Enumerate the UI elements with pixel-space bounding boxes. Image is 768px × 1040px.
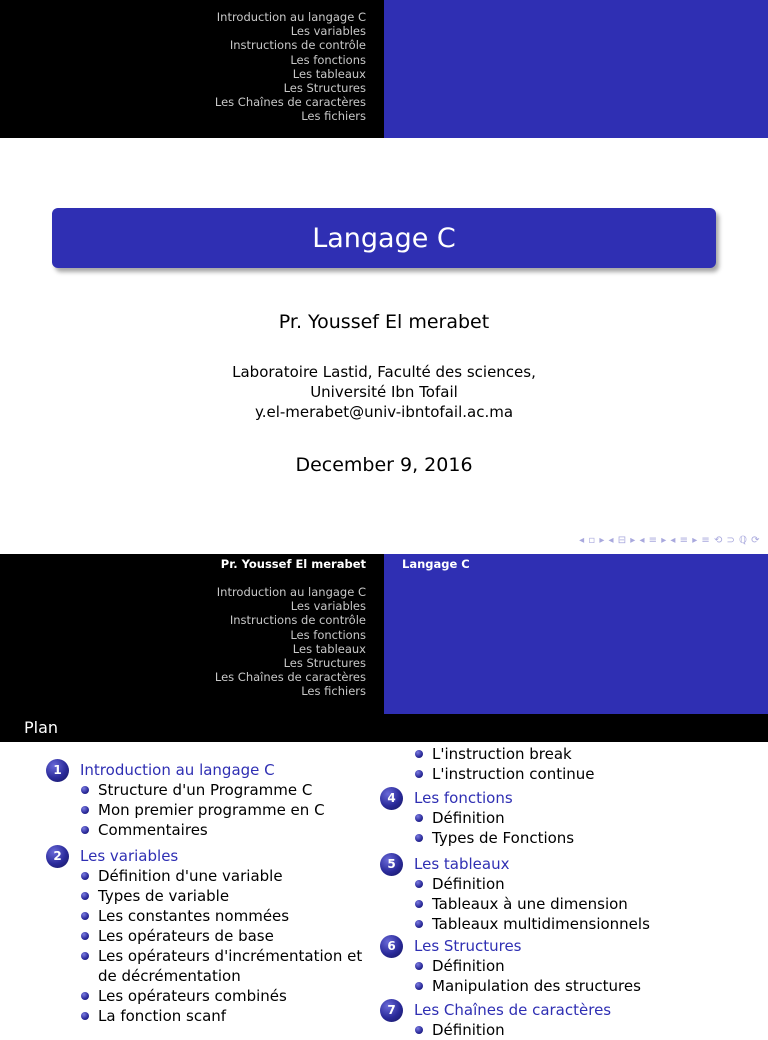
plan-subitem[interactable] [380, 1020, 760, 1040]
subitem-label[interactable]: Mon premier programme en C [98, 801, 325, 819]
subitem-label[interactable]: Les opérateurs combinés [98, 987, 287, 1005]
bullet-icon [81, 892, 89, 900]
subitem-label[interactable]: Structure d'un Programme C [98, 781, 313, 799]
header-short-title: Langage C [402, 557, 470, 571]
header-author: Pr. Youssef El merabet [220, 557, 366, 571]
bullet-icon [415, 920, 423, 928]
header-blue-panel [384, 554, 768, 714]
plan-subitem[interactable] [46, 926, 376, 946]
subitem-label[interactable]: Manipulation des structures [432, 977, 641, 995]
toc-item-introduction[interactable]: Introduction au langage C [216, 585, 366, 599]
slide2-header [0, 554, 768, 714]
bullet-icon [81, 952, 89, 960]
affiliation-line2: Université Ibn Tofail [310, 383, 458, 401]
subitem-label[interactable]: Types de Fonctions [432, 829, 575, 847]
plan-section[interactable] [380, 854, 760, 874]
subitem-label[interactable]: Définition [432, 875, 505, 893]
toc-item-introduction[interactable]: Introduction au langage C [216, 10, 366, 24]
subitem-label[interactable]: Tableaux à une dimension [432, 895, 628, 913]
toc-panel [0, 0, 384, 138]
plan-section[interactable] [380, 1000, 760, 1020]
subitem-label[interactable]: Types de variable [98, 887, 230, 905]
subitem-label[interactable]: L'instruction continue [432, 765, 595, 783]
toc-item-fonctions[interactable]: Les fonctions [290, 52, 366, 67]
affiliation [0, 362, 768, 422]
section-label[interactable]: Les variables [80, 847, 179, 865]
bullet-icon [415, 750, 423, 758]
plan-section[interactable] [46, 760, 376, 780]
navigation-symbols[interactable]: ◂ ▫ ▸ ◂ ⊟ ▸ ◂ ≡ ▸ ◂ ≡ ▸ ≡ ⟲ ⊃ ℚ ⟳ [579, 535, 760, 546]
section-label[interactable]: Les Chaînes de caractères [414, 1001, 612, 1019]
plan-subitem[interactable] [380, 956, 760, 976]
bullet-icon [81, 786, 89, 794]
subitem-label[interactable]: Les opérateurs d'incrémentation et de décrémentation [98, 947, 363, 985]
toc-item-structures[interactable]: Les Structures [283, 656, 366, 671]
bullet-icon [415, 770, 423, 778]
subitem-label[interactable]: Définition [432, 809, 505, 827]
subitem-label[interactable]: Définition [432, 1021, 505, 1039]
toc-item-structures[interactable]: Les Structures [283, 81, 366, 96]
subitem-label[interactable]: L'instruction break [432, 745, 572, 763]
toc-item-tableaux[interactable]: Les tableaux [292, 641, 366, 656]
plan-subitem[interactable] [380, 744, 760, 764]
header-blue-panel [384, 0, 768, 138]
bullet-icon [81, 912, 89, 920]
subitem-label[interactable]: Tableaux multidimensionnels [432, 915, 650, 933]
plan-subitem[interactable] [380, 764, 760, 784]
plan-right-column [380, 744, 760, 1040]
bullet-icon [415, 814, 423, 822]
subitem-label[interactable]: Les opérateurs de base [98, 927, 274, 945]
plan-subitem[interactable] [46, 886, 376, 906]
plan-section[interactable] [46, 846, 376, 866]
toc-item-fichiers[interactable]: Les fichiers [301, 684, 366, 699]
section-label[interactable]: Les Structures [414, 937, 522, 955]
toc-item-chaines[interactable]: Les Chaînes de caractères [214, 670, 366, 685]
plan-subitem[interactable] [46, 820, 376, 840]
plan-section[interactable] [380, 936, 760, 956]
plan-subitem[interactable] [46, 906, 376, 926]
section-number-badge: 5 [380, 853, 403, 876]
toc-item-instructions[interactable]: Instructions de contrôle [229, 613, 366, 628]
bullet-icon [415, 1026, 423, 1034]
bullet-icon [415, 900, 423, 908]
frame-title: Plan [0, 714, 768, 742]
slide1-header [0, 0, 768, 138]
plan-subitem[interactable] [46, 986, 376, 1006]
plan-subitem[interactable] [46, 1006, 376, 1026]
bullet-icon [81, 1012, 89, 1020]
toc-item-chaines[interactable]: Les Chaînes de caractères [214, 95, 366, 110]
affiliation-line1: Laboratoire Lastid, Faculté des sciences, [232, 363, 536, 381]
toc-item-tableaux[interactable]: Les tableaux [292, 66, 366, 81]
bullet-icon [415, 982, 423, 990]
subitem-label[interactable]: Définition d'une variable [98, 867, 283, 885]
section-label[interactable]: Les fonctions [414, 789, 513, 807]
toc-item-variables[interactable]: Les variables [290, 24, 366, 39]
toc-panel [0, 554, 384, 714]
author-name: Pr. Youssef El merabet [278, 311, 490, 333]
toc-item-fonctions[interactable]: Les fonctions [290, 627, 366, 642]
plan-subitem[interactable] [46, 866, 376, 886]
plan-subitem[interactable] [46, 946, 376, 986]
plan-subitem[interactable] [380, 874, 760, 894]
plan-subitem[interactable] [380, 914, 760, 934]
section-label[interactable]: Les tableaux [414, 855, 510, 873]
plan-subitem[interactable] [46, 800, 376, 820]
subitem-label[interactable]: La fonction scanf [98, 1007, 227, 1025]
section-label[interactable]: Introduction au langage C [80, 761, 275, 779]
plan-subitem[interactable] [380, 894, 760, 914]
author-email: y.el-merabet@univ-ibntofail.ac.ma [254, 403, 514, 421]
bullet-icon [81, 992, 89, 1000]
bullet-icon [81, 872, 89, 880]
subitem-label[interactable]: Commentaires [98, 821, 208, 839]
bullet-icon [81, 806, 89, 814]
presentation-date: December 9, 2016 [295, 454, 473, 476]
plan-section[interactable] [380, 788, 760, 808]
bullet-icon [81, 826, 89, 834]
plan-subitem[interactable] [380, 828, 760, 848]
toc-item-instructions[interactable]: Instructions de contrôle [229, 38, 366, 53]
toc-item-fichiers[interactable]: Les fichiers [301, 109, 366, 124]
section-number-badge: 6 [380, 935, 403, 958]
bullet-icon [81, 932, 89, 940]
plan-left-column [46, 756, 376, 1026]
plan-subitem[interactable] [380, 976, 760, 996]
subitem-label[interactable]: Les constantes nommées [98, 907, 290, 925]
title-box [52, 208, 716, 268]
bullet-icon [415, 834, 423, 842]
toc-item-variables[interactable]: Les variables [290, 599, 366, 614]
section-number-badge: 7 [380, 999, 403, 1022]
subitem-label[interactable]: Définition [432, 957, 505, 975]
section-number-badge: 4 [380, 787, 403, 810]
section-number-badge: 1 [46, 759, 69, 782]
section-number-badge: 2 [46, 845, 69, 868]
bullet-icon [415, 880, 423, 888]
bullet-icon [415, 962, 423, 970]
presentation-title: Langage C [312, 222, 456, 254]
plan-subitem[interactable] [46, 780, 376, 800]
plan-subitem[interactable] [380, 808, 760, 828]
